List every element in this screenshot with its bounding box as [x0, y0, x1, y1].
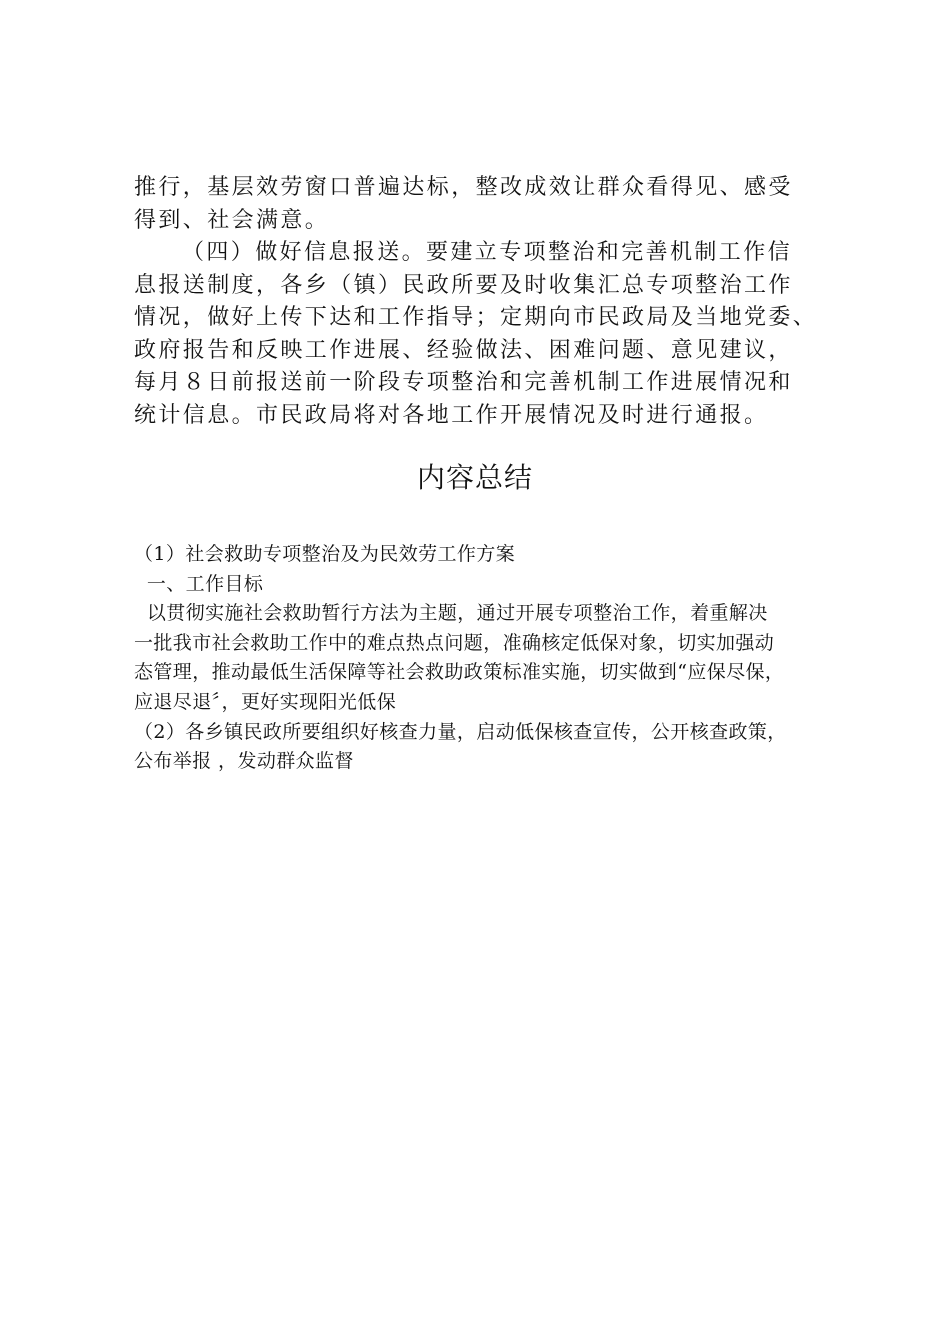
summary-heading: 内容总结: [416, 461, 533, 494]
summary-paragraphs: [134, 540, 834, 777]
body-line: 每月８日前报送前一阶段专项整治和完善机制工作进展情况和: [134, 370, 793, 395]
body-line: 情况，做好上传下达和工作指导；定期向市民政局及当地党委、: [134, 305, 818, 330]
summary-line: 态管理，推动最低生活保障等社会救助政策标准实施，切实做到“应保尽保，: [134, 661, 785, 684]
body-line: 息报送制度，各乡（镇）民政所要及时收集汇总专项整治工作: [134, 272, 793, 298]
summary-line: （1）社会救助专项整治及为民效劳工作方案: [134, 543, 516, 565]
body-paragraphs: [134, 172, 834, 432]
summary-line: 一批我市社会救助工作中的难点热点问题，准确核定低保对象，切实加强动: [134, 631, 775, 654]
body-line: 推行，基层效劳窗口普遍达标，整改成效让群众看得见、感受: [134, 175, 793, 200]
body-line: 政府报告和反映工作进展、经验做法、困难问题、意见建议，: [134, 337, 793, 363]
body-line: 得到、社会满意。: [134, 207, 330, 233]
body-line: 统计信息。市民政局将对各地工作开展情况及时进行通报。: [134, 402, 769, 428]
summary-line: （2）各乡镇民政所要组织好核查力量，启动低保核查宣传，公开核查政策，: [134, 720, 787, 743]
body-line: （四）做好信息报送。要建立专项整治和完善机制工作信: [182, 240, 793, 265]
summary-line: 一、工作目标: [134, 572, 264, 595]
summary-line: 以贯彻实施社会救助暂行方法为主题，通过开展专项整治工作，着重解决: [134, 602, 768, 625]
summary-line: 应退尽退〞，更好实现阳光低保: [134, 690, 397, 713]
summary-line: 公布举报 ，发动群众监督: [134, 750, 354, 773]
